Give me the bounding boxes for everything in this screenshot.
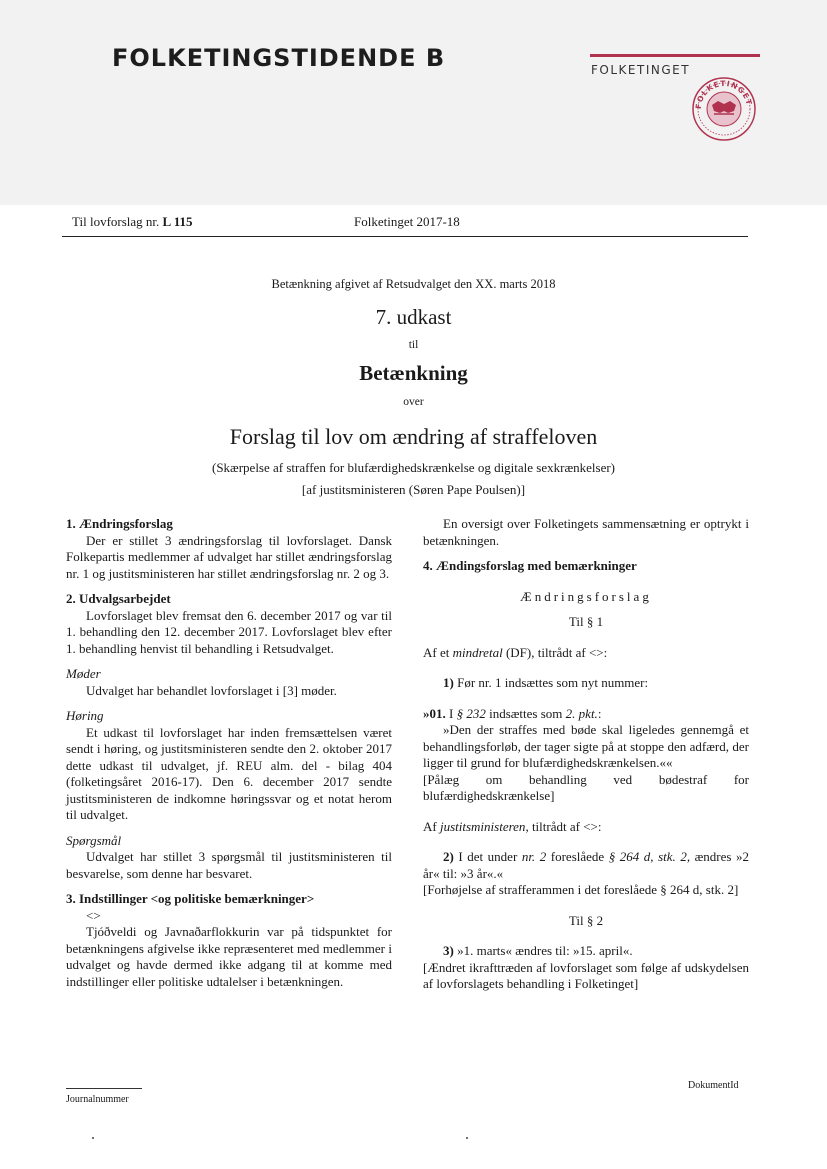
amendment-01: »01. I § 232 indsættes som 2. pkt.: (423, 705, 602, 721)
section-1-heading: 1. Ændringsforslag (66, 516, 173, 531)
til-section-1: Til § 1 (568, 614, 604, 629)
horing-heading: Høring (66, 708, 104, 723)
sporgsmal-heading: Spørgsmål (66, 832, 122, 848)
left-column (66, 516, 392, 990)
masthead: FOLKETINGSTIDENDE B (112, 44, 446, 72)
amendment-1: 1) Før nr. 1 indsættes som nyt nummer: (443, 675, 649, 690)
accent-rule (590, 54, 760, 57)
institution-name: FOLKETINGET (591, 63, 691, 77)
over-label: over (403, 396, 424, 408)
bill-subtitle: (Skærpelse af straffen for blufærdighedskrænkelse og digitale sexkrænkelser) (211, 460, 616, 475)
intro-line: Betænkning afgivet af Retsudvalget den XX. marts 2018 (271, 277, 556, 291)
proposer-2: Af justitsministeren, tiltrådt af <>: (423, 818, 602, 834)
amendment-3: 3) »1. marts« ændres til: »15. april«. (443, 943, 633, 958)
footer-rule (66, 1088, 142, 1089)
bill-label: Til lovforslag nr. (72, 214, 160, 229)
section-3-heading: 3. Indstillinger <og politiske bemærkninger> (66, 891, 315, 906)
sporgsmal-text: Udvalget har stillet 3 spørgsmål til justitsministeren til besvarelse, som denne har besvaret. (66, 849, 392, 881)
section-2-heading: 2. Udvalgsarbejdet (66, 591, 171, 606)
amendment-3-note: [Ændret ikrafttræden af lovforslaget som følge af udskydelsen af lovforslagets behandling i Folketinget] (423, 959, 749, 991)
til-section-2: Til § 2 (568, 912, 604, 928)
amendment-01-note: [Pålæg om behandling ved bødestraf for blufærdighedskrænkelse] (423, 771, 749, 803)
section-2-text: Lovforslaget blev fremsat den 6. december 2017 og var til 1. behandling den 12. december 2017. Lovforslaget blev efter 1. behandling henvist til behandling i Retsudvalget. (66, 607, 392, 656)
amendment-01-quote: »Den der straffes med bøde skal ligeledes gennemgå et behandlingsforløb, der tager sigte på at stoppe den adfærd, der ligger til grund for blufærdighedskrænkelsen.«« (423, 722, 749, 770)
document-id-label: DokumentId (688, 1080, 739, 1091)
amendment-2-note: [Forhøjelse af strafferammen i det foreslåede § 264 d, stk. 2] (423, 882, 739, 897)
section-1-text: Der er stillet 3 ændringsforslag til lovforslaget. Dansk Folkepartis medlemmer af udvalget har stillet ændringsforslag nr. 1 og justitsministeren har stillet ændringsforslag nr. 2 og 3. (66, 532, 392, 581)
bill-number: L 115 (162, 214, 193, 229)
journal-number-label: Journalnummer (66, 1094, 129, 1105)
moder-heading: Møder (66, 666, 101, 681)
bill-proposer: [af justitsministeren (Søren Pape Poulsen)] (301, 482, 526, 497)
scan-speck (466, 1137, 468, 1139)
document-type: Betænkning (359, 361, 468, 385)
amendments-heading: Ændringsforslag (520, 588, 652, 604)
session: Folketinget 2017-18 (354, 214, 460, 229)
right-column (423, 516, 749, 993)
svg-text:FOLKETINGET: FOLKETINGET (693, 78, 754, 110)
section-3-text: Tjóðveldi og Javnaðarflokkurin var på tidspunktet for betænkningens afgivelse ikke repræsenteret med medlemmer i udvalget og havde dermed ikke adgang til at komme med indstillinger eller politiske udtalelser i betænkningen. (66, 924, 392, 989)
amendment-2: 2) I det under nr. 2 foreslåede § 264 d, stk. 2, ændres »2 år« til: »3 år«.« (423, 849, 749, 881)
overview-text: En oversigt over Folketingets sammensætning er optrykt i betænkningen. (423, 516, 749, 548)
moder-text: Udvalget har behandlet lovforslaget i [3] møder. (86, 682, 337, 698)
scan-speck (92, 1137, 94, 1139)
draft-label: 7. udkast (375, 305, 452, 329)
section-3-marker: <> (86, 907, 101, 923)
bill-title: Forslag til lov om ændring af straffeloven (229, 424, 598, 449)
meta-divider (62, 236, 748, 237)
horing-text: Et udkast til lovforslaget har inden fremsættelsen været sendt i høring, og justitsministeren sendte den 2. oktober 2017 dette udkast til udvalget, jf. REU alm. del - bilag 404 (folketingsåret 2016-17). Den 6. december 2017 sendte justitsministeren de indkomne høringssvar og et notat herom til udvalget. (66, 724, 392, 822)
section-4-heading: 4. Ændingsforslag med bemærkninger (423, 558, 637, 573)
folketinget-seal-logo (691, 76, 757, 142)
til-label: til (408, 339, 419, 351)
proposer-1: Af et mindretal (DF), tiltrådt af <>: (423, 644, 608, 660)
bill-reference (72, 214, 193, 230)
